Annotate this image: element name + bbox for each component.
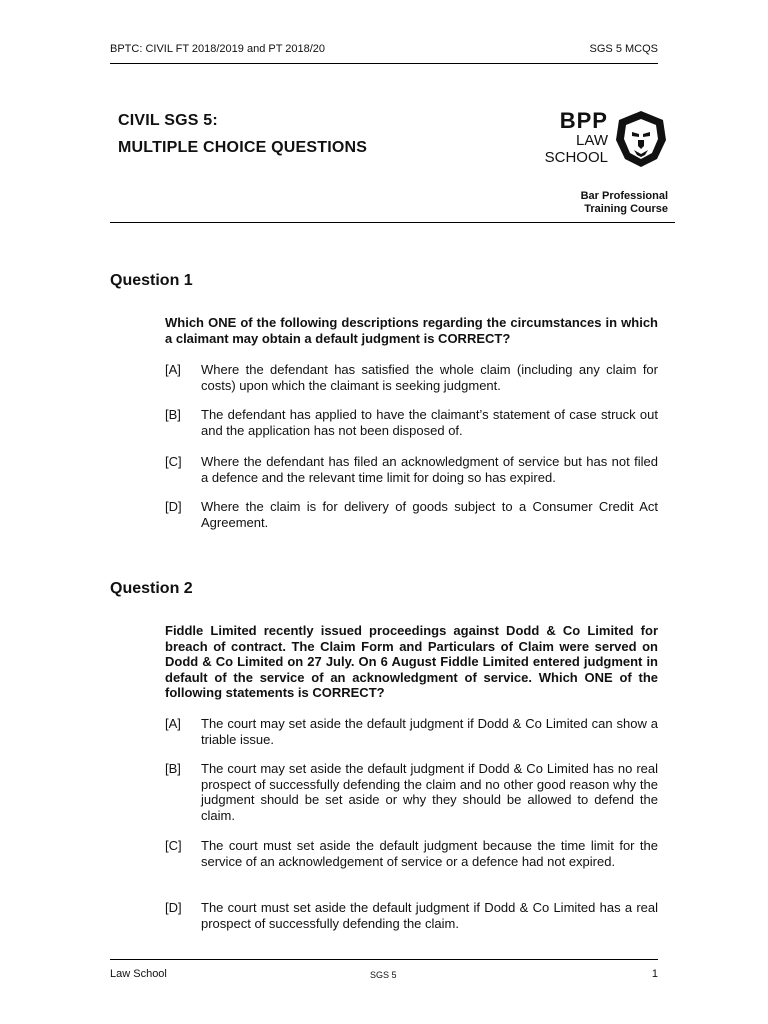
header-divider: [110, 63, 658, 64]
option-label: [B]: [165, 407, 181, 422]
option-text: The court must set aside the default judgment because the time limit for the service of an acknowledgement of service or a defence had not expired.: [201, 838, 658, 869]
footer-doc-code: SGS 5: [370, 970, 397, 980]
doc-title-line1: CIVIL SGS 5:: [118, 112, 218, 129]
question-1-heading: Question 1: [110, 272, 193, 289]
course-line1: Bar Professional: [580, 190, 668, 202]
question-2-heading: Question 2: [110, 580, 193, 597]
option-label: [D]: [165, 900, 182, 915]
option-label: [A]: [165, 716, 181, 731]
question-2-option-c: [165, 838, 658, 869]
page-number: 1: [651, 968, 658, 980]
question-1-option-b: [165, 407, 658, 438]
logo-school: SCHOOL: [544, 149, 608, 166]
header-course-info: BPTC: CIVIL FT 2018/2019 and PT 2018/20: [110, 43, 326, 55]
question-1-option-c: [165, 454, 658, 485]
logo-law: LAW: [576, 132, 608, 149]
bpp-logo-text: [540, 110, 608, 166]
option-label: [C]: [165, 454, 182, 469]
option-text: The court may set aside the default judgment if Dodd & Co Limited has no real prospect of successfully defending the claim and no other good reason why the judgment should be set aside or why they should be allowed to defend the claim.: [201, 761, 658, 823]
option-label: [C]: [165, 838, 182, 853]
question-1-stem: Which ONE of the following descriptions regarding the circumstances in which a claimant may obtain a default judgment is CORRECT?: [165, 315, 658, 346]
question-1-option-a: [165, 362, 658, 393]
question-1-option-d: [165, 499, 658, 530]
question-2-stem: Fiddle Limited recently issued proceedings against Dodd & Co Limited for breach of contract. The Claim Form and Particulars of Claim were served on Dodd & Co Limited on 27 July. On 6 August Fiddle Limited entered judgment in default of the service of an acknowledgment of service. Which ONE of the following statements is CORRECT?: [165, 623, 658, 700]
option-text: Where the claim is for delivery of goods subject to a Consumer Credit Act Agreement.: [201, 499, 658, 530]
option-label: [A]: [165, 362, 181, 377]
option-label: [D]: [165, 499, 182, 514]
lion-head-icon: [614, 110, 668, 168]
course-line2: Training Course: [584, 203, 668, 215]
question-2-option-d: [165, 900, 658, 931]
option-text: Where the defendant has filed an acknowledgment of service but has not filed a defence and the relevant time limit for doing so has expired.: [201, 454, 658, 485]
question-2-option-a: [165, 716, 658, 747]
option-text: The court may set aside the default judgment if Dodd & Co Limited can show a triable issue.: [201, 716, 658, 747]
footer-divider: [110, 959, 658, 960]
question-2-option-b: [165, 761, 658, 823]
header-doc-code: SGS 5 MCQS: [589, 43, 658, 55]
option-text: Where the defendant has satisfied the whole claim (including any claim for costs) upon which the claimant is seeking judgment.: [201, 362, 658, 393]
title-divider: [110, 222, 675, 223]
course-name: [581, 190, 668, 216]
doc-title-line2: MULTIPLE CHOICE QUESTIONS: [118, 139, 368, 156]
logo-bpp: BPP: [559, 108, 608, 133]
option-label: [B]: [165, 761, 181, 776]
option-text: The defendant has applied to have the claimant’s statement of case struck out and the application has not been disposed of.: [201, 407, 658, 438]
footer-school: Law School: [110, 968, 167, 980]
option-text: The court must set aside the default judgment if Dodd & Co Limited has a real prospect of successfully defending the claim.: [201, 900, 658, 931]
